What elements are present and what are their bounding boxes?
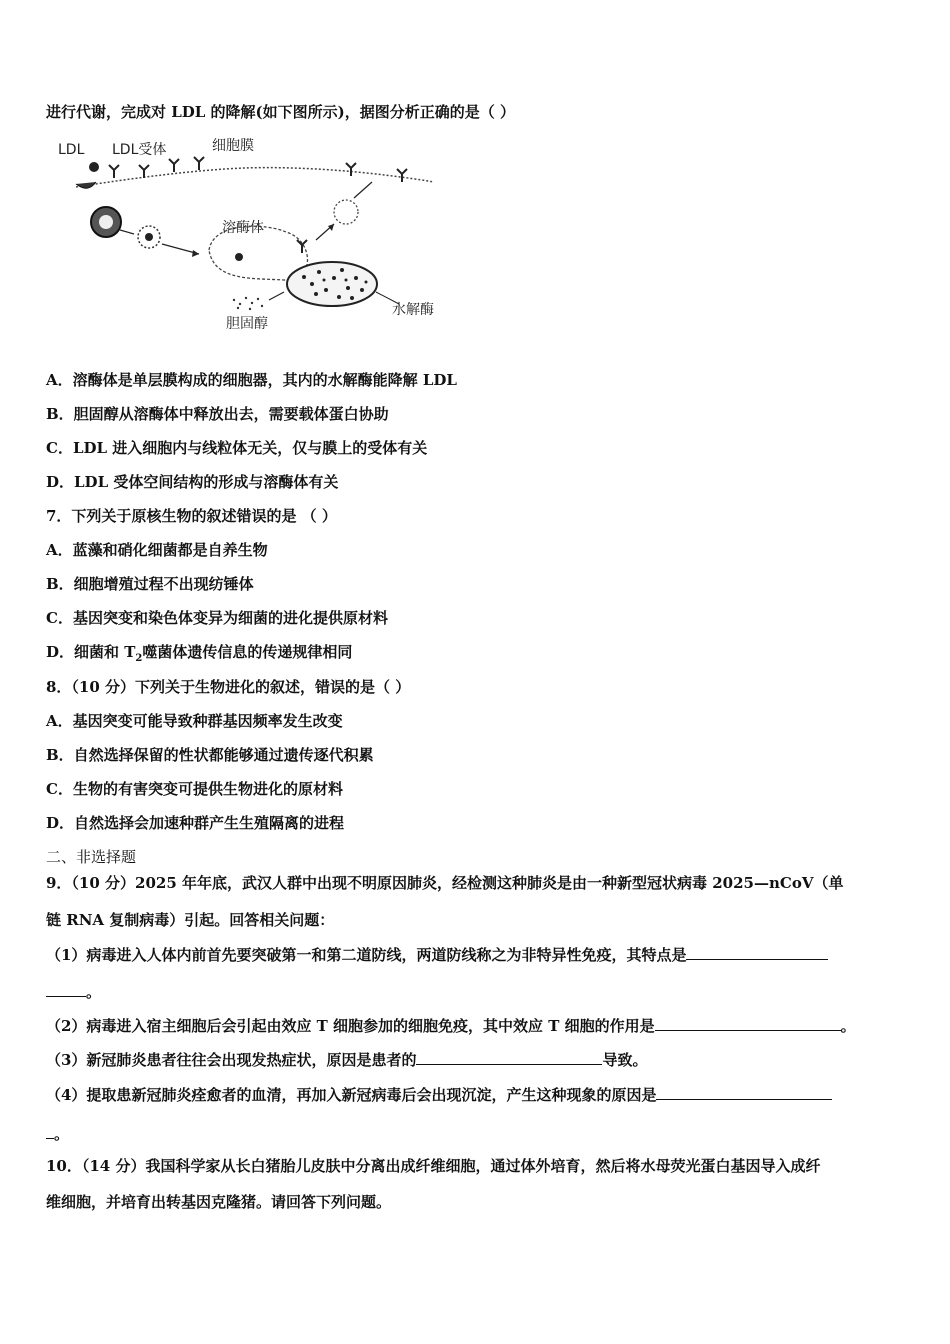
q6-option-b: B．胆固醇从溶酶体中释放出去，需要载体蛋白协助 — [46, 405, 389, 423]
q10-stem-line2: 维细胞，并培育出转基因克隆猪。请回答下列问题。 — [46, 1193, 392, 1211]
q9-part1: （1）病毒进入人体内前首先要突破第一和第二道防线，两道防线称之为非特异性免疫，其特点是 — [46, 945, 828, 965]
q9-part3: （3）新冠肺炎患者往往会出现发热症状，原因是患者的 导致。 — [46, 1051, 648, 1069]
label-cholesterol: 胆固醇 — [226, 316, 268, 332]
q6-option-d: D．LDL 受体空间结构的形成与溶酶体有关 — [46, 473, 339, 491]
answer-blank-3[interactable] — [416, 1050, 602, 1065]
label-ldl: LDL — [58, 142, 85, 158]
q10-stem-line1: 10．（14 分）我国科学家从长白猪胎儿皮肤中分离出成纤维细胞，通过体外培育，然后将水母荧光蛋白基因导入成纤 — [46, 1157, 821, 1175]
q7-option-d: D．细菌和 $T_2$噬菌体遗传信息的传递规律相同 — [46, 643, 353, 664]
q7-stem: 7．下列关于原核生物的叙述错误的是 （ ） — [46, 507, 337, 525]
intro-text: 进行代谢，完成对 LDL 的降解(如下图所示)，据图分析正确的是（ ） — [46, 103, 515, 121]
label-hydrolase: 水解酶 — [392, 302, 434, 318]
q7-option-c: C．基因突变和染色体变异为细菌的进化提供原材料 — [46, 609, 388, 627]
answer-blank-1-cont[interactable] — [46, 982, 86, 997]
q9-stem-line1: 9．（10 分）2025 年年底，武汉人群中出现不明原因肺炎，经检测这种肺炎是由一种新型冠状病毒 2025—nCoV（单 — [46, 874, 844, 892]
ldl-degradation-diagram — [54, 132, 454, 337]
q9-part2: （2）病毒进入宿主细胞后会引起由效应 T 细胞参加的细胞免疫，其中效应 T 细胞的作用是 。 — [46, 1017, 856, 1035]
q6-option-a: A．溶酶体是单层膜构成的细胞器，其内的水解酶能降解 LDL — [46, 371, 457, 389]
answer-blank-2[interactable] — [655, 1016, 841, 1031]
q8-option-a: A．基因突变可能导致种群基因频率发生改变 — [46, 712, 343, 730]
q9-part4-cont: 。 — [46, 1124, 69, 1144]
q9-part1-cont: 。 — [46, 982, 101, 1002]
q8-stem: 8．（10 分）下列关于生物进化的叙述，错误的是（ ） — [46, 678, 411, 696]
q9-stem-line2: 链 RNA 复制病毒）引起。回答相关问题： — [46, 911, 335, 929]
answer-blank-4-cont[interactable] — [46, 1124, 54, 1139]
answer-blank-1[interactable] — [686, 945, 828, 960]
q7-option-a: A．蓝藻和硝化细菌都是自养生物 — [46, 541, 268, 559]
q8-option-b: B．自然选择保留的性状都能够通过遗传逐代积累 — [46, 746, 374, 764]
q9-part4: （4）提取患新冠肺炎痊愈者的血清，再加入新冠病毒后会出现沉淀，产生这种现象的原因是 — [46, 1085, 832, 1105]
section-heading: 二、非选择题 — [46, 848, 137, 866]
label-ldl-receptor: LDL受体 — [112, 142, 167, 158]
q8-option-d: D．自然选择会加速种群产生生殖隔离的进程 — [46, 814, 345, 832]
q6-option-c: C．LDL 进入细胞内与线粒体无关，仅与膜上的受体有关 — [46, 439, 428, 457]
label-lysosome: 溶酶体 — [222, 220, 264, 236]
q8-option-c: C．生物的有害突变可提供生物进化的原材料 — [46, 780, 343, 798]
answer-blank-4[interactable] — [656, 1085, 832, 1100]
label-membrane: 细胞膜 — [212, 138, 254, 154]
q7-option-b: B．细胞增殖过程不出现纺锤体 — [46, 575, 254, 593]
